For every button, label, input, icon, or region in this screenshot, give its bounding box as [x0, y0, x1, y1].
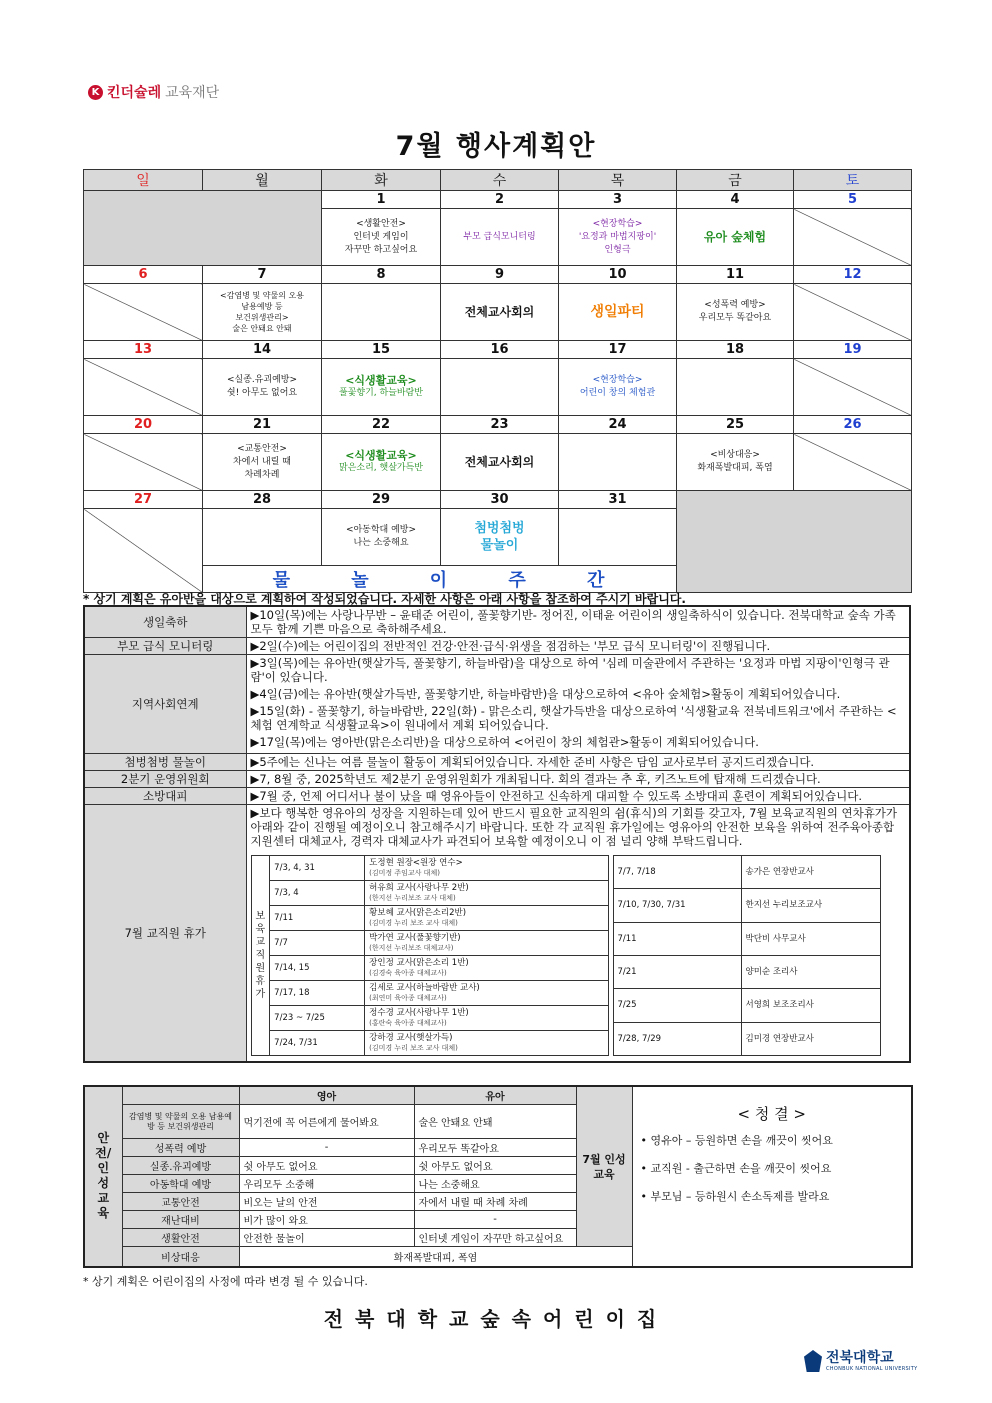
weekday-sun: 일 [84, 170, 203, 191]
date-15: 15 [322, 341, 441, 359]
event-jul25: <비상대응> 화재폭발대피, 폭염 [677, 434, 794, 491]
event-jul7: <감염병 및 약물의 오용 남용예방 등 보건위생관리> 술은 안돼요 안돼 [203, 284, 322, 341]
staff-entry: 허유희 교사(사랑나무 2반) (한지선 누리보조 교사 대체) [365, 881, 608, 906]
empty-cell [794, 284, 912, 341]
cleanliness-item: • 부모님 – 등하원시 손소독제를 발라요 [640, 1190, 830, 1203]
empty-cell [84, 191, 322, 266]
weekday-mon: 월 [203, 170, 322, 191]
event-jul14: <실종.유괴예방> 쉿! 아무도 없어요 [203, 359, 322, 416]
water-row [84, 754, 910, 771]
vacation-label: 7월 교직원 휴가 [84, 805, 246, 1063]
character-edu-label: 7월 인성 교육 [576, 1086, 632, 1247]
date-18: 18 [677, 341, 794, 359]
staff-entry: 황보혜 교사(맑은소리2반) (김미경 누리 보조 교사 대체) [365, 906, 608, 931]
date-9: 9 [441, 266, 559, 284]
staff-entry: 장인정 교사(맑은소리 1반) (김경숙 육아종 대체교사) [365, 956, 608, 981]
empty-cell [322, 284, 441, 341]
event-jul23: 전체교사회의 [441, 434, 559, 491]
week4-numbers [84, 416, 912, 434]
vacation-side-label: 보육교직원휴가 [251, 856, 270, 1056]
fire-text: ▶7월 중, 언제 어디서나 불이 났을 때 영유아들이 안전하고 신속하게 대피할 수 있도록 소방대피 훈련이 계획되어있습니다. [246, 788, 910, 805]
weekday-header-row [84, 170, 912, 191]
date-20: 20 [84, 416, 203, 434]
water-text: ▶5주에는 신나는 여름 물놀이 활동이 계획되어있습니다. 자세한 준비 사항은 담임 교사로부터 공지드리겠습니다. [246, 754, 910, 771]
date-2: 2 [441, 191, 559, 209]
date-22: 22 [322, 416, 441, 434]
event-jul30: 첨벙첨벙 물놀이 [441, 509, 559, 566]
committee-text: ▶7, 8월 중, 2025학년도 제2분기 운영위원회가 개최됩니다. 회의 결과는 추 후, 키즈노트에 탑재해 드리겠습니다. [246, 771, 910, 788]
community-text: ▶3일(목)에는 유아반(햇살가득, 풀꽃향기, 하늘바람)을 대상으로 하여 '심레 미술관에서 주관하는 '요정과 마법 지팡이'인형극 관람'이 있습니다. ▶4일(금)에는 유아반(햇살가득반, 풀꽃향기반, 하늘바람반)을 대상으로하여 <유아 숲체험>활동이 계획되어있습니다. ▶15일(화) - 풀꽃향기, 하늘바람반, 22일(화) - 맑은소리, 햇살가득반을 대상으로하여 '식생활교육 전북네트워크'에서 주관하는 <체험 연계학교 식생활교육>이 원내에서 계획 되어있습니다. ▶17일(목)에는 영아반(맑은소리반)을 대상으로하여 <어린이 창의 체험관>활동이 계획되어있습니다. [246, 655, 910, 754]
cleanliness-box [632, 1086, 912, 1267]
event-jul1: <생활안전> 인터넷 게임이 자꾸만 하고싶어요 [322, 209, 441, 266]
logo-text: 킨더슐레 [107, 85, 162, 101]
date-8: 8 [322, 266, 441, 284]
date-11: 11 [677, 266, 794, 284]
university-name: 전북대학교 [826, 1349, 894, 1366]
event-jul2: 부모 급식모니터링 [441, 209, 559, 266]
weekday-sat: 토 [794, 170, 912, 191]
staff-entry: 박가연 교사(풀꽃향기반) (한지선 누리보조 대체교사) [365, 931, 608, 956]
birthday-row [84, 606, 910, 638]
fire-row [84, 788, 910, 805]
vacation-content [246, 805, 910, 1063]
empty-cell [122, 1086, 239, 1105]
meal-label: 부모 급식 모니터링 [84, 638, 246, 655]
weekday-thu: 목 [559, 170, 677, 191]
date-30: 30 [441, 491, 559, 509]
weekday-wed: 수 [441, 170, 559, 191]
empty-cell [794, 434, 912, 491]
date-4: 4 [677, 191, 794, 209]
university-english: CHONBUK NATIONAL UNIVERSITY [826, 1365, 918, 1372]
meal-row [84, 638, 910, 655]
water-week-banner: 물 놀 이 주 간 [203, 566, 677, 593]
vacation-table-right: 7/7, 7/18 송가은 연장반교사 7/10, 7/30, 7/31 한지선 누리보조교사 7/11 박단비 사무교사 7/21 양미순 조리사 7/25 서영희 보조조리사 7/28, 7/29 김미경 연장반교사 [613, 855, 881, 1056]
date-29: 29 [322, 491, 441, 509]
birthday-text: ▶10일(목)에는 사랑나무반 – 윤태준 어린이, 풀꽃향기반- 정어진, 이태윤 어린이의 생일축하식이 있습니다. 전북대학교 숲속 가족 모두 함께 기쁜 마음으로 축하해주세요. [246, 606, 910, 638]
date-23: 23 [441, 416, 559, 434]
event-jul3: <현장학습> '요정과 마법지팡이' 인형극 [559, 209, 677, 266]
vacation-schedule [251, 851, 906, 1056]
date-24: 24 [559, 416, 677, 434]
week2-numbers [84, 266, 912, 284]
event-jul29: <아동학대 예방> 나는 소중해요 [322, 509, 441, 566]
empty-cell [84, 434, 203, 491]
weekday-tue: 화 [322, 170, 441, 191]
birthday-label: 생일축하 [84, 606, 246, 638]
vacation-text: ▶보다 행복한 영유아의 성장을 지원하는데 있어 반드시 필요한 교직원의 쉼(휴식)의 기회를 갖고자, 7월 보육교직원의 연차휴가가 아래와 같이 진행될 예정이오니 참고해주시기 바랍니다. 또한 각 교직원 휴가일에는 영유아의 안전한 보육을 위하여 전주육아종합지원센터 대체교사, 경력자 대체교사가 파견되어 보육할 예정이오니 이 점 널리 양해 부탁드립니다. [250, 806, 898, 848]
community-label: 지역사회연계 [84, 655, 246, 754]
logo-k-icon: K [88, 85, 103, 100]
date-27: 27 [84, 491, 203, 509]
week5-numbers [84, 491, 912, 509]
date-31: 31 [559, 491, 677, 509]
date-10: 10 [559, 266, 677, 284]
university-logo [804, 1350, 917, 1372]
empty-cell [794, 209, 912, 266]
event-calendar [83, 169, 912, 593]
event-jul17: <현장학습> 어린이 창의 체험관 [559, 359, 677, 416]
foundation-logo [88, 82, 219, 102]
info-table [83, 605, 911, 1063]
fire-label: 소방대피 [84, 788, 246, 805]
empty-cell [559, 509, 677, 566]
community-row [84, 655, 910, 754]
date-1: 1 [322, 191, 441, 209]
infant-col-header: 영아 [239, 1086, 414, 1105]
committee-row [84, 771, 910, 788]
date-16: 16 [441, 341, 559, 359]
emergency-value: 화재폭발대피, 폭염 [239, 1247, 632, 1267]
logo-subtext: 교육재단 [165, 85, 220, 101]
week3-events [84, 359, 912, 416]
emergency-label: 비상대응 [122, 1247, 239, 1267]
event-jul9: 전체교사회의 [441, 284, 559, 341]
cleanliness-item: • 영유아 – 등원하면 손을 깨끗이 씻어요 [640, 1134, 833, 1147]
staff-entry: 도정현 원장<원장 연수> (김미정 주임교사 대체) [365, 856, 608, 881]
date-14: 14 [203, 341, 322, 359]
week1-numbers [84, 191, 912, 209]
date-26: 26 [794, 416, 912, 434]
date-21: 21 [203, 416, 322, 434]
event-jul21: <교통안전> 차에서 내릴 때 차례차례 [203, 434, 322, 491]
safety-table: 안전/인성교육 영아 유아 7월 인성 교육 < 청 결 > • 영유아 – 등원하면 손을 깨끗이 씻어요 • 교직원 - 출근하면 손을 깨끗이 씻어요 • 부모님 – 등하원시 손소독제를 발라요 감염병 및 약물의 오용 남용예방 등 보건위생관리 먹기전에 꼭 어른에게 물어봐요 술은 안돼요 안돼 성폭력 예방 - 우리모두 똑같아요 실종.유괴예방 쉿 아무도 없어요 쉿 아무도 없어요 아동학대 예방 우리모두 소중해 나는 소중해요 교통안전 비오는 날의 안전 자에서 내릴 때 차례 차례 재난대비 비가 많이 와요 - 생활안전 안전한 물놀이 인터넷 게임이 자꾸만 하고싶어요 비상대응 화재폭발대피, 폭염 [83, 1085, 913, 1268]
date-19: 19 [794, 341, 912, 359]
university-emblem-icon [804, 1350, 822, 1372]
empty-cell [441, 359, 559, 416]
empty-cell [794, 359, 912, 416]
date-12: 12 [794, 266, 912, 284]
event-jul15: <식생활교육> 풀꽃향기, 하늘바람반 [322, 359, 441, 416]
event-jul22: <식생활교육> 맑은소리, 햇살가득반 [322, 434, 441, 491]
empty-cell [203, 509, 322, 566]
daycare-name: 전북대학교숲속어린이집 [323, 1307, 669, 1331]
week4-events [84, 434, 912, 491]
event-jul10: 생일파티 [559, 284, 677, 341]
date-7: 7 [203, 266, 322, 284]
vacation-table-left: 보육교직원휴가 7/3, 4, 31 도정현 원장<원장 연수> (김미정 주임교사 대체) 7/3, 4 허유희 교사(사랑나무 2반) (한지선 누리보조 교사 대체) 7/11 황보혜 교사(맑은소리2반) (김미경 누리 보조 교사 대체) 7/7 박가연 교사(풀꽃향기반) (한지선 누리보조 대체교사) 7/14, 15 장인정 교사(맑은소리 1반) (김경숙 육아종 대체교사) 7/17, 18 김세로 교사(하늘바람반 교사) (최연미 육아종 대체교사) 7/23 ~ 7/25 정수경 교사(사랑나무 1반) (홍란숙 육아종 대체교사) 7/24, 7/31 강하경 교사(햇살가득) (김미경 누리 보조 교사 대체) [251, 855, 609, 1056]
weekday-fri: 금 [677, 170, 794, 191]
date-17: 17 [559, 341, 677, 359]
staff-entry: 김세로 교사(하늘바람반 교사) (최연미 육아종 대체교사) [365, 981, 608, 1006]
date-5: 5 [794, 191, 912, 209]
empty-cell [559, 434, 677, 491]
date-28: 28 [203, 491, 322, 509]
bottom-note: * 상기 계획은 어린이집의 사정에 따라 변경 될 수 있습니다. [83, 1275, 368, 1288]
meal-text: ▶2일(수)에는 어린이집의 전반적인 건강·안전·급식·위생을 점검하는 '부모 급식 모니터링'이 진행됩니다. [246, 638, 910, 655]
vacation-row [84, 805, 910, 1063]
week3-numbers [84, 341, 912, 359]
child-col-header: 유아 [414, 1086, 576, 1105]
empty-cell [84, 509, 203, 593]
staff-entry: 강하경 교사(햇살가득) (김미경 누리 보조 교사 대체) [365, 1031, 608, 1056]
event-jul11: <성폭력 예방> 우리모두 똑같아요 [677, 284, 794, 341]
event-jul4: 유아 숲체험 [677, 209, 794, 266]
empty-cell [84, 284, 203, 341]
date-6: 6 [84, 266, 203, 284]
date-25: 25 [677, 416, 794, 434]
empty-cell [84, 359, 203, 416]
water-label: 첨벙첨벙 물놀이 [84, 754, 246, 771]
staff-entry: 정수경 교사(사랑나무 1반) (홍란숙 육아종 대체교사) [365, 1006, 608, 1031]
cleanliness-item: • 교직원 - 출근하면 손을 깨끗이 씻어요 [640, 1162, 832, 1175]
committee-label: 2분기 운영위원회 [84, 771, 246, 788]
cleanliness-title: < 청 결 > [737, 1105, 806, 1123]
top-note: * 상기 계획은 유아반을 대상으로 계획하여 작성되었습니다. 자세한 사항은 아래 사항을 참조하여 주시기 바랍니다. [83, 592, 686, 606]
safety-side-label: 안전/인성교육 [84, 1086, 122, 1267]
week2-events [84, 284, 912, 341]
date-3: 3 [559, 191, 677, 209]
empty-cell [677, 359, 794, 416]
date-13: 13 [84, 341, 203, 359]
empty-cell [677, 491, 912, 593]
page-title: 7월 행사계획안 [395, 131, 597, 162]
